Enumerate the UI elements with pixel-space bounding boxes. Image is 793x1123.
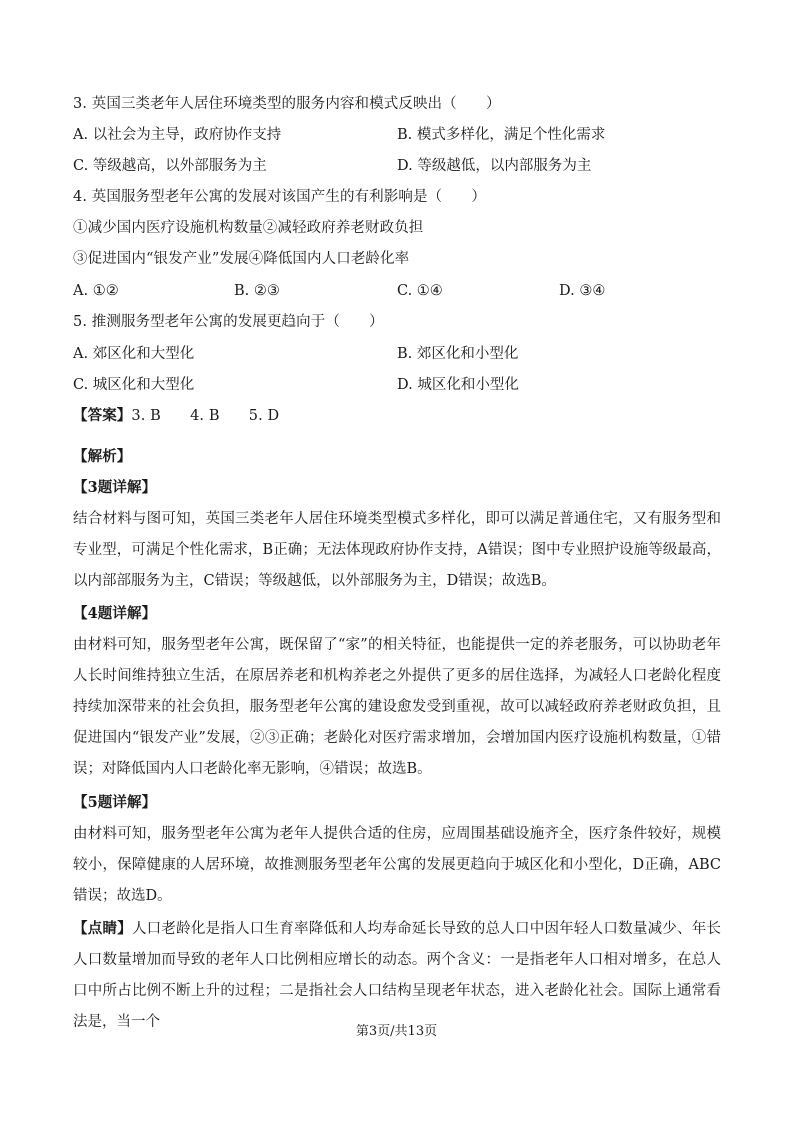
q5-option-b: B. 郊区化和小型化 [397, 346, 519, 362]
q3-option-d: D. 等级越低，以内部服务为主 [397, 158, 592, 174]
q5-option-c: C. 城区化和大型化 [73, 377, 195, 393]
note-tag: 【点睛】 [73, 920, 132, 937]
q3-option-a: A. 以社会为主导，政府协作支持 [73, 127, 282, 143]
detail5-text: 由材料可知，服务型老年公寓为老年人提供合适的住房，应周围基础设施齐全，医疗条件较好，规模较小，保障健康的人居环境，故推测服务型老年公寓的发展更趋向于城区化和小型化，D正确，ABC错误；故选D。 [73, 826, 721, 904]
q5-option-a: A. 郊区化和大型化 [73, 346, 195, 362]
q4-option-c: C. ①④ [397, 283, 443, 299]
detail5-tag: 【5题详解】 [73, 794, 157, 811]
note-text: 人口老龄化是指人口生育率降低和人均寿命延长导致的总人口中因年轻人口数量减少、年长人口数量增加而导致的老年人口比例相应增长的动态。两个含义：一是指老年人口相对增多，在总人口中所占比例不断上升的过程；二是指社会人口结构呈现老年状态，进入老龄化社会。国际上通常看法是，当一个 [73, 921, 722, 1030]
q3-stem: 3. 英国三类老年人居住环境类型的服务内容和模式反映出（ ） [73, 96, 501, 112]
q5-option-d: D. 城区化和小型化 [397, 377, 519, 393]
q5-stem: 5. 推测服务型老年公寓的发展更趋向于（ ） [73, 314, 384, 330]
page-footer: 第3页/共13页 [355, 1024, 438, 1039]
detail3-text: 结合材料与图可知，英国三类老年人居住环境类型模式多样化，即可以满足普通住宅，又有服务型和专业型，可满足个性化需求，B正确；无法体现政府协作支持，A错误；图中专业照护设施等级最高，以内部部服务为主，C错误；等级越低，以外部服务为主，D错误；故选B。 [73, 511, 721, 589]
q4-option-b: B. ②③ [234, 283, 280, 299]
q3-option-b: B. 模式多样化，满足个性化需求 [397, 127, 606, 143]
q3-option-c: C. 等级越高，以外部服务为主 [73, 158, 267, 174]
detail3-tag: 【3题详解】 [73, 479, 157, 496]
q4-item-line-2: ③促进国内“银发产业”发展④降低国内人口老龄化率 [73, 251, 410, 267]
note-paragraph [73, 913, 721, 1038]
q4-item-line-1: ①减少国内医疗设施机构数量②减轻政府养老财政负担 [73, 220, 424, 236]
q4-option-d: D. ③④ [559, 283, 606, 299]
q4-stem: 4. 英国服务型老年公寓的发展对该国产生的有利影响是（ ） [73, 189, 486, 205]
analysis-tag: 【解析】 [73, 448, 132, 465]
detail4-tag: 【4题详解】 [73, 605, 157, 622]
answer-text: 3. B 4. B 5. D [131, 408, 280, 424]
answer-tag: 【答案】 [73, 407, 132, 424]
answer-line [73, 406, 279, 426]
detail4-text: 由材料可知，服务型老年公寓，既保留了“家”的相关特征，也能提供一定的养老服务，可以协助老年人长时间维持独立生活，在原居养老和机构养老之外提供了更多的居住选择，为减轻人口老龄化程度持续加深带来的社会负担，服务型老年公寓的建设愈发受到重视，故可以减轻政府养老财政负担，且促进国内“银发产业”发展，②③正确；老龄化对医疗需求增加，会增加国内医疗设施机构数量，①错误；对降低国内人口老龄化率无影响，④错误；故选B。 [73, 637, 721, 777]
q4-option-a: A. ①② [73, 283, 119, 299]
